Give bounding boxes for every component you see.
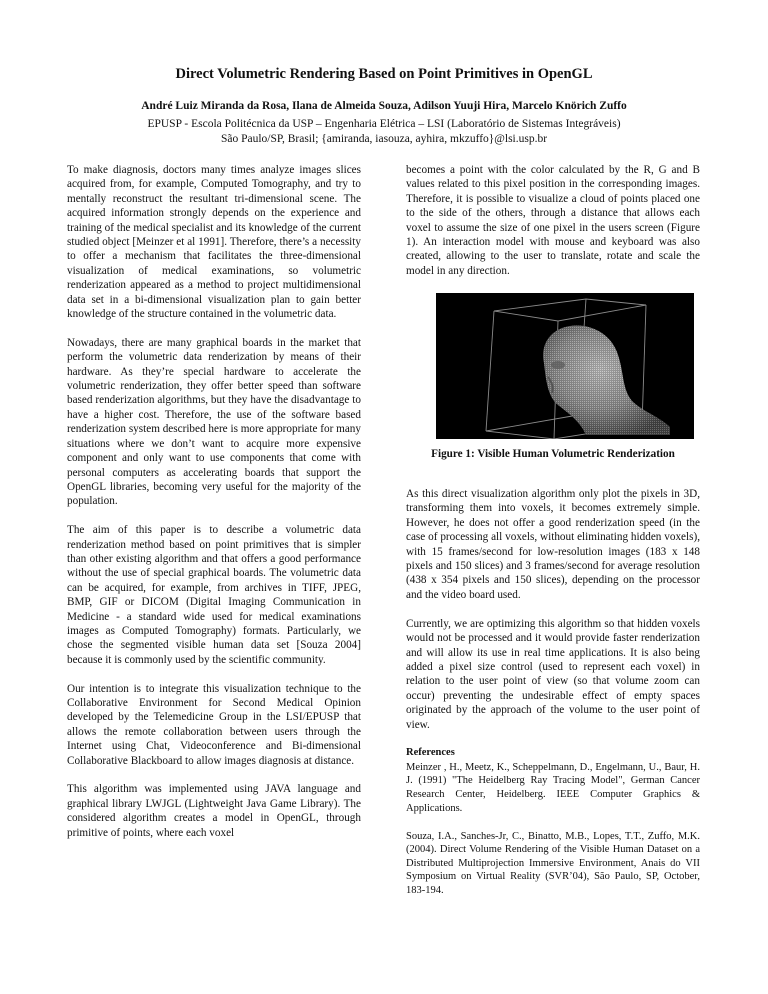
affiliation-institution: EPUSP - Escola Politécnica da USP – Engenharia Elétrica – LSI (Laboratório de Sistemas Integráveis) — [147, 118, 621, 130]
left-column — [67, 163, 361, 854]
affiliation — [0, 117, 768, 147]
body-paragraph: The aim of this paper is to describe a volumetric data renderization method based on point primitives that is simpler than other existing algorithm and that offers a good performance without the use of special graphical boards. The volumetric data can be acquired, for example, from archives in TIFF, JPEG, BMP, GIF or DICOM (Digital Imaging Communication in Medicine - a standard wide used for medical examinations images as Computed Tomography) formats. Particularly, we chose the segmented visible human data set [Souza 2004] because it is commonly used by the scientific community. — [67, 524, 361, 666]
body-paragraph: Nowadays, there are many graphical boards in the market that perform the volumetric data renderization by means of their hardware. As they’re special hardware to accelerate the volumetric renderization, they offer better speed than software based renderization algorithms, but they have the disadvantage to have a higher cost. Therefore, the use of the software based renderization system described here is more appropriate for many situations where we don’t want to acquire more expensive component and only want to use components that come with personal computers as accelerating boards that support the OpenGL libraries, becoming very useful for the majority of the population. — [67, 336, 361, 508]
figure-volume-render — [436, 293, 694, 439]
figure-caption: Figure 1: Visible Human Volumetric Renderization — [431, 447, 675, 460]
body-paragraph: This algorithm was implemented using JAVA language and graphical library LWJGL (Lightweight Java Game Library). The considered algorithm creates a model in OpenGL, through primitive of points, where each voxel — [67, 783, 361, 839]
body-paragraph: becomes a point with the color calculated by the R, G and B values related to this pixel position in the corresponding images. Therefore, it is possible to visualize a cloud of points placed one to the side of the others, through a distance that allows each voxel to assume the size of one pixel in the users screen (Figure 1). An interaction model with mouse and keyboard was also created, allowing to the user to translate, rotate and scale the model in any direction. — [406, 164, 700, 277]
references-heading: References — [406, 747, 455, 759]
body-paragraph: Our intention is to integrate this visualization technique to the Collaborative Environment for Second Medical Opinion developed by the Telemedicine Group in the LSI/EPUSP that allows the remote collaboration between users through the Internet using Chat, Videoconference and Bi-dimensional Collaborative Blackboard to allow images diagnosis at distance. — [67, 682, 361, 767]
body-paragraph: Currently, we are optimizing this algorithm so that hidden voxels would not be processed and it would provide faster renderization and will allow its use in real time applications. It is also being added a pixel size control (used to represent each voxel) in relation to the user point of view (so that volume zoom can occur) preventing the undesirable effect of empty spaces originated by the approach of the volume to the user point of view. — [406, 617, 700, 731]
affiliation-contact: São Paulo/SP, Brasil; {amiranda, iasouza, ayhira, mkzuffo}@lsi.usp.br — [220, 133, 548, 145]
reference-entry: Souza, I.A., Sanches-Jr, C., Binatto, M.B., Lopes, T.T., Zuffo, M.K. (2004). Direct Volume Rendering of the Visible Human Dataset on a Distributed Multiprojection Immersive Environment, Anais do VII Symposium on Virtual Reality (SVR’04), São Paulo, SP, October, 183-194. — [406, 830, 700, 896]
right-column — [406, 163, 700, 912]
paper-title: Direct Volumetric Rendering Based on Point Primitives in OpenGL — [175, 66, 593, 82]
body-paragraph: To make diagnosis, doctors many times analyze images slices acquired from, for example, Computed Tomography, and try to mentally reconstruct the resultant tri-dimensional scene. The acquired information strongly depends on the experience and training of the medical specialist and its knowledge of the current studied object [Meinzer et al 1991]. Therefore, there’s a necessity to offer a mechanism that facilitates the three-dimensional visualization of medical examinations, so volumetric renderization appeared as a method to project multidimensional data set in a bi-dimensional visualization plan to gain better knowledge of the structure contained in the volumetric data. — [67, 164, 361, 321]
body-paragraph: As this direct visualization algorithm only plot the pixels in 3D, transforming them into voxels, it becomes extremely simple. However, he does not offer a good renderization speed (in the case of processing all voxels, without eliminating hidden voxels), with 15 frames/second for low-resolution images (183 x 148 pixels and 150 slices) and 3 frames/second for average resolution (438 x 354 pixels and 150 slices), depending on the processor and the video board used. — [406, 488, 700, 601]
author-list: André Luiz Miranda da Rosa, Ilana de Almeida Souza, Adilson Yuuji Hira, Marcelo Knörich Zuffo — [141, 100, 627, 112]
reference-entry: Meinzer , H., Meetz, K., Scheppelmann, D., Engelmann, U., Baur, H. J. (1991) "The Heidelberg Ray Tracing Model", German Cancer Research Center, Heidelberg. IEEE Computer Graphics & Applications. — [406, 761, 700, 814]
